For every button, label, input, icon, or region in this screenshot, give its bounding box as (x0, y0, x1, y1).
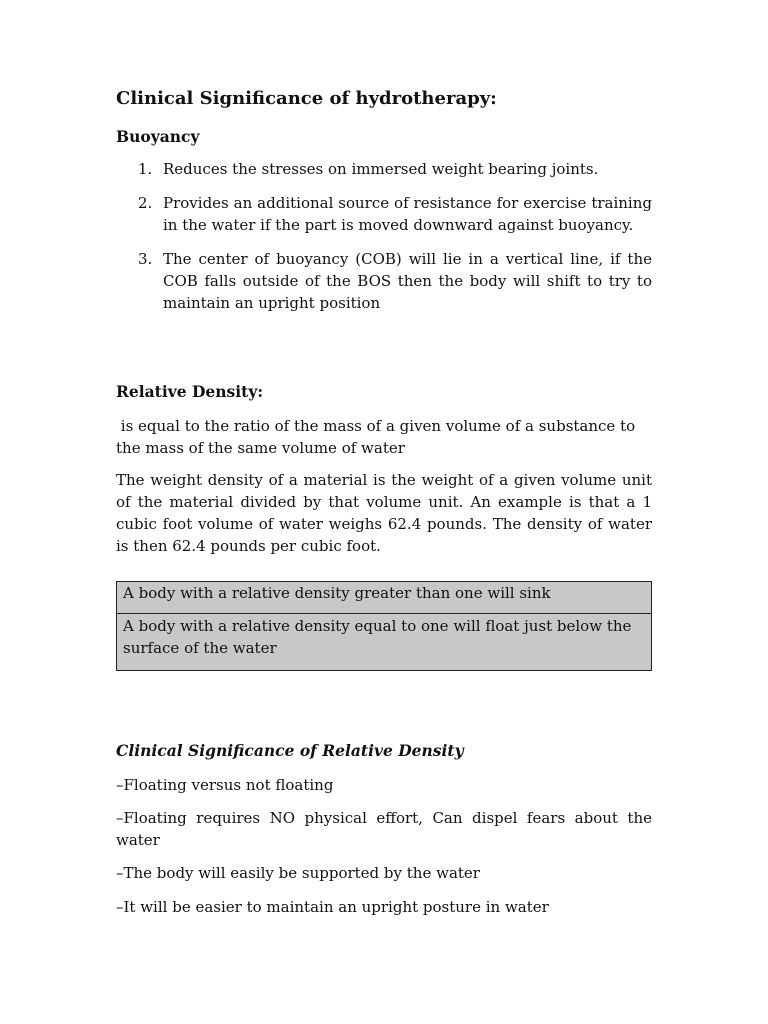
table-row (117, 614, 652, 671)
point-item: –Floating versus not floating (116, 776, 334, 794)
clinical-relative-density-heading: Clinical Significance of Relative Density (116, 741, 464, 760)
table-row (117, 582, 652, 614)
list-item-number: 1. (138, 160, 153, 178)
buoyancy-heading: Buoyancy (116, 127, 200, 146)
list-item-number: 3. (138, 250, 153, 268)
relative-density-definition: is equal to the ratio of the mass of a given volume of a substance to the mass of the same volume of water (116, 417, 640, 457)
buoyancy-list (116, 158, 652, 314)
weight-density-paragraph: The weight density of a material is the weight of a given volume unit of the material divided by that volume unit. An example is that a 1 cubic foot volume of water weighs 62.4 pounds. The density of water is then 62.4 pounds per cubic foot. (116, 471, 652, 555)
density-summary-box (116, 581, 652, 671)
page-title: Clinical Significance of hydrotherapy: (116, 88, 497, 109)
relative-density-heading: Relative Density: (116, 382, 264, 401)
point-item: –The body will easily be supported by the water (116, 864, 480, 882)
list-item-text: Reduces the stresses on immersed weight bearing joints. (163, 160, 599, 178)
list-item (116, 158, 652, 180)
point-item: –It will be easier to maintain an upright posture in water (116, 898, 549, 916)
table-cell: A body with a relative density equal to one will float just below the surface of the water (117, 614, 652, 671)
list-item-text: Provides an additional source of resistance for exercise training in the water if the part is moved downward against buoyancy. (163, 194, 652, 234)
table-cell: A body with a relative density greater than one will sink (117, 582, 652, 614)
point-item: –Floating requires NO physical effort, Can dispel fears about the water (116, 809, 652, 849)
list-item-number: 2. (138, 194, 153, 212)
list-item (116, 192, 652, 236)
list-item-text: The center of buoyancy (COB) will lie in a vertical line, if the COB falls outside of the BOS then the body will shift to try to maintain an upright position (163, 250, 652, 312)
list-item (116, 248, 652, 314)
